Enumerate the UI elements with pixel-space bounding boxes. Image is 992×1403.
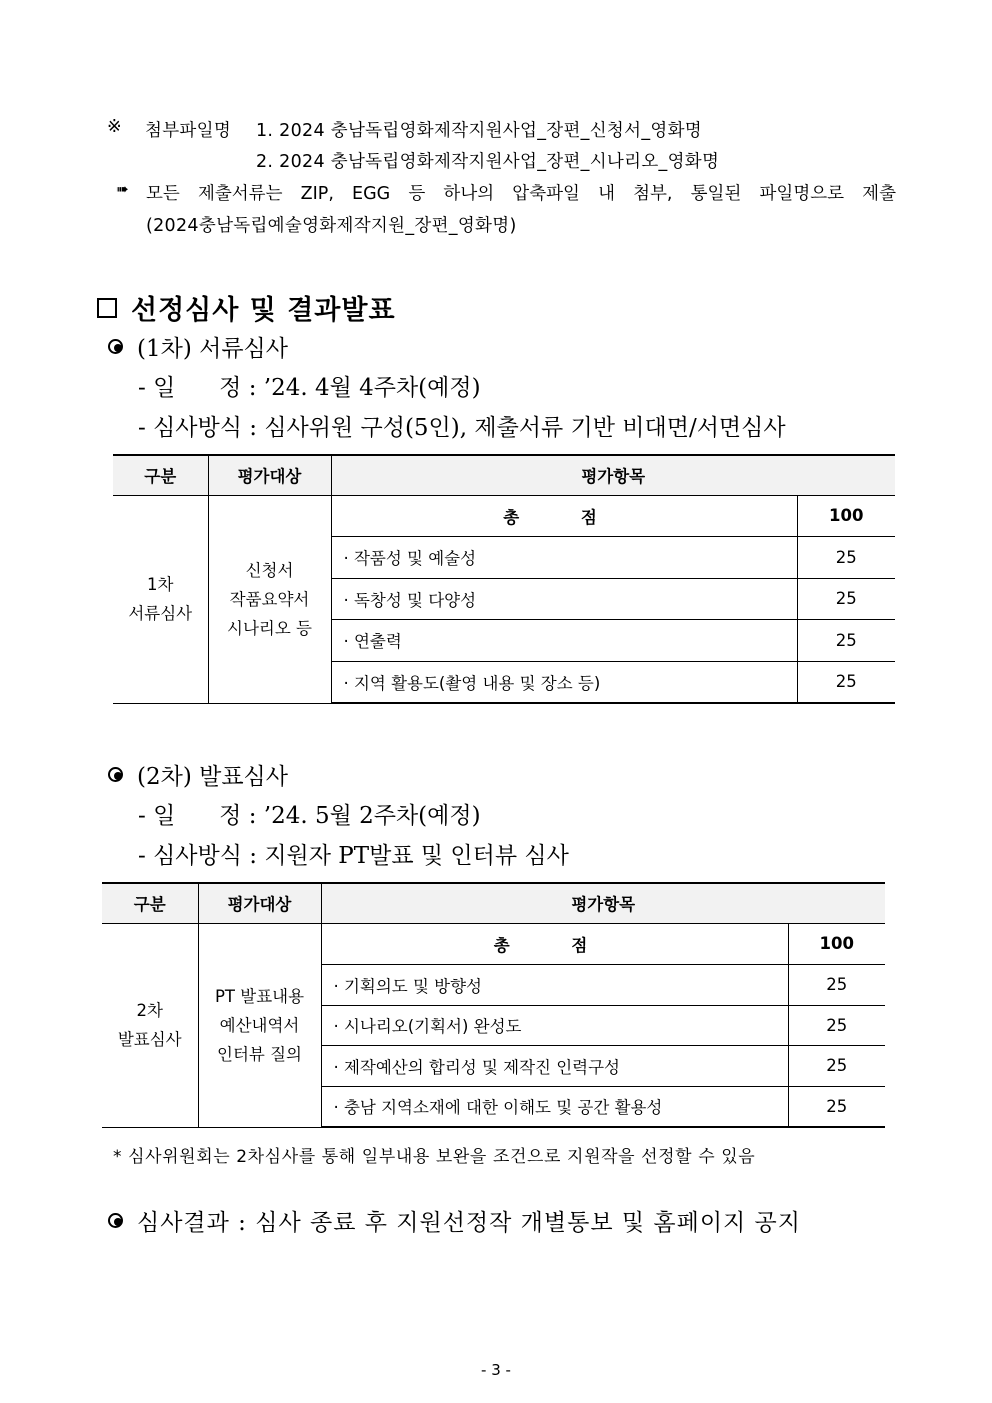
category-cell [102,923,198,1127]
round1-heading [108,330,288,363]
criteria-score: 25 [788,1045,885,1086]
header-category: 구분 [102,883,198,923]
criteria-score: 25 [797,578,895,619]
round2-heading [108,758,288,791]
round1-eval-table [113,454,895,704]
total-value: 100 [797,495,895,536]
table-header-row [113,455,895,495]
arrow-icon: ➠ [116,180,129,198]
criteria-item: · 작품성 및 예술성 [331,536,797,578]
target-line: 인터뷰 질의 [217,1044,302,1064]
category-cell [113,495,208,703]
round2-schedule: - 일 정 : ’24. 5월 2주차(예정) [138,803,481,829]
square-bullet-icon [97,298,117,318]
header-category: 구분 [113,455,208,495]
criteria-item: · 독창성 및 다양성 [331,578,797,619]
table-header-row [102,883,885,923]
criteria-item: · 연출력 [331,619,797,661]
total-label: 총 점 [331,495,797,536]
attachment-mark: ※ [107,117,122,137]
table-row [113,495,895,536]
total-label: 총 점 [321,923,788,964]
total-value: 100 [788,923,885,964]
target-cell [198,923,321,1127]
section-header [97,288,396,327]
criteria-score: 25 [797,536,895,578]
submit-instruction: 모든 제출서류는 ZIP, EGG 등 하나의 압축파일 내 첨부, 통일된 파일명으로 제출 [146,184,896,204]
round2-eval-table [102,882,885,1128]
category-line: 서류심사 [128,604,193,623]
circle-bullet-icon [108,767,123,782]
round1-method: - 심사방식 : 심사위원 구성(5인), 제출서류 기반 비대면/서면심사 [138,415,786,441]
target-cell [208,495,331,703]
header-criteria: 평가항목 [321,883,885,923]
round2-footnote: * 심사위원회는 2차심사를 통해 일부내용 보완을 조건으로 지원작을 선정할 수 있음 [113,1147,756,1167]
target-line: 시나리오 등 [227,618,312,638]
target-line: 신청서 [245,560,294,580]
criteria-item: · 시나리오(기획서) 완성도 [321,1005,788,1045]
attachment-label: 첨부파일명 [145,121,232,141]
criteria-score: 25 [797,619,895,661]
criteria-item: · 충남 지역소재에 대한 이해도 및 공간 활용성 [321,1086,788,1127]
circle-bullet-icon [108,1213,123,1228]
criteria-item: · 지역 활용도(촬영 내용 및 장소 등) [331,661,797,703]
attachment-file-2: 2. 2024 충남독립영화제작지원사업_장편_시나리오_영화명 [256,152,720,172]
header-target: 평가대상 [198,883,321,923]
criteria-score: 25 [788,1086,885,1127]
result-text: 심사결과 : 심사 종료 후 지원선정작 개별통보 및 홈페이지 공지 [137,1210,801,1236]
criteria-item: · 제작예산의 합리성 및 제작진 인력구성 [321,1045,788,1086]
circle-bullet-icon [108,339,123,354]
round2-method: - 심사방식 : 지원자 PT발표 및 인터뷰 심사 [138,843,569,869]
header-target: 평가대상 [208,455,331,495]
table-row [102,923,885,964]
round1-schedule: - 일 정 : ’24. 4월 4주차(예정) [138,375,481,401]
criteria-score: 25 [788,1005,885,1045]
criteria-score: 25 [797,661,895,703]
criteria-item: · 기획의도 및 방향성 [321,964,788,1005]
page-number: - 3 - [481,1361,511,1379]
target-line: PT 발표내용 [214,986,305,1006]
result-line [108,1204,801,1237]
category-line: 1차 [147,575,174,594]
section-title: 선정심사 및 결과발표 [131,295,396,326]
criteria-score: 25 [788,964,885,1005]
category-line: 발표심사 [117,1030,182,1049]
submit-filename: (2024충남독립예술영화제작지원_장편_영화명) [146,216,517,236]
attachment-file-1: 1. 2024 충남독립영화제작지원사업_장편_신청서_영화명 [256,121,703,141]
header-criteria: 평가항목 [331,455,895,495]
round1-title: (1차) 서류심사 [137,336,288,362]
target-line: 작품요약서 [229,589,310,609]
category-line: 2차 [136,1001,163,1020]
round2-title: (2차) 발표심사 [137,764,288,790]
target-line: 예산내역서 [219,1015,300,1035]
